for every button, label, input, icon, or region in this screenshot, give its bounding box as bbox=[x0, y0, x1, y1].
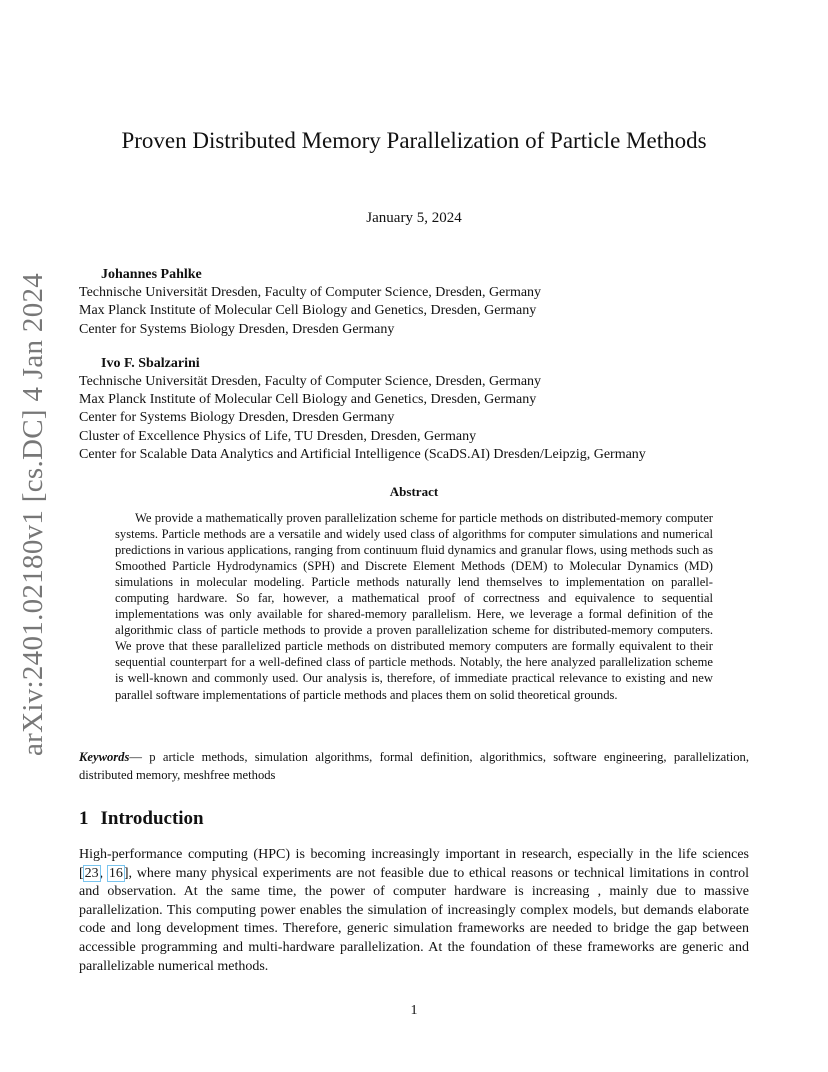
citation-separator: , bbox=[99, 865, 108, 881]
citation-link[interactable]: 16 bbox=[108, 865, 123, 881]
abstract-text: We provide a mathematically proven parallelization scheme for particle methods on distributed-memory computer systems. Particle methods are a versatile and widely used class of algorithms for computer simulations and numerical predictions in various applications, ranging from continuum fluid dynamics and granular flows, using methods such as Smoothed Particle Hydrodynamics (SPH) and Discrete Element Methods (DEM) to Molecular Dynamics (MD) simulations in molecular modeling. Particle methods naturally lend themselves to implementation on parallel-computing hardware. So far, however, a mathematical proof of correctness and equivalence to sequential implementations was only available for shared-memory parallelism. Here, we leverage a formal definition of the algorithmic class of particle methods to provide a proven parallelization scheme for distributed-memory computers. We prove that these parallelized particle methods on distributed memory computers are formally equivalent to their sequential counterpart for a well-defined class of particle methods. Notably, the here analyzed parallelization scheme is well-known and commonly used. Our analysis is, therefore, of immediate practical relevance to existing and new parallel software implementations of particle methods and places them on solid theoretical grounds. bbox=[115, 511, 713, 702]
section-heading bbox=[79, 808, 204, 830]
author-affiliation: Center for Systems Biology Dresden, Dresden Germany bbox=[79, 410, 395, 426]
intro-text: High-performance computing (HPC) is becoming increasingly important in research, especially in the life sciences [ bbox=[79, 847, 749, 881]
author-name: Ivo F. Sbalzarini bbox=[101, 355, 200, 371]
intro-paragraph bbox=[79, 846, 749, 976]
author-affiliation: Technische Universität Dresden, Faculty of Computer Science, Dresden, Germany bbox=[79, 374, 542, 390]
paper-title: Proven Distributed Memory Parallelization of Particle Methods bbox=[121, 128, 707, 153]
abstract-heading: Abstract bbox=[389, 484, 439, 499]
author-affiliation: Cluster of Excellence Physics of Life, TU Dresden, Dresden, Germany bbox=[79, 428, 477, 444]
author-affiliation: Center for Systems Biology Dresden, Dresden Germany bbox=[79, 321, 395, 337]
author-affiliation: Technische Universität Dresden, Faculty of Computer Science, Dresden, Germany bbox=[79, 285, 542, 301]
paper-date: January 5, 2024 bbox=[366, 210, 462, 226]
keywords-text: p article methods, simulation algorithms, formal definition, algorithmics, software engineering, parallelization, distributed memory, meshfree methods bbox=[79, 750, 750, 782]
citation-link[interactable]: 23 bbox=[84, 865, 99, 881]
section-title: Introduction bbox=[100, 808, 204, 829]
keywords-dash: — bbox=[129, 750, 150, 764]
author-name: Johannes Pahlke bbox=[101, 267, 202, 282]
author-affiliation: Max Planck Institute of Molecular Cell Biology and Genetics, Dresden, Germany bbox=[79, 392, 537, 408]
author-block bbox=[79, 355, 769, 464]
arxiv-identifier-stamp: arXiv:2401.02180v1 [cs.DC] 4 Jan 2024 bbox=[17, 272, 49, 756]
intro-text: ], where many physical experiments are not feasible due to ethical reasons or technical limitations in control and observation. At the same time, the power of computer hardware is increasing , mainly due to massive parallelization. This computing power enables the simulation of increasingly complex models, but demands elaborate code and long development times. Therefore, generic simulation frameworks are needed to bridge the gap between accessible programming and multi-hardware parallelization. At the foundation of these frameworks are generic and parallelizable numerical methods. bbox=[79, 865, 750, 974]
author-list bbox=[79, 266, 769, 480]
keywords-paragraph bbox=[79, 749, 749, 784]
section-number: 1 bbox=[79, 808, 89, 829]
author-affiliation: Center for Scalable Data Analytics and Artificial Intelligence (ScaDS.AI) Dresden/Leipzig, Germany bbox=[79, 446, 646, 462]
keywords-label: Keywords bbox=[79, 750, 130, 764]
author-block bbox=[79, 266, 769, 339]
page-number: 1 bbox=[410, 1003, 418, 1018]
author-affiliation: Max Planck Institute of Molecular Cell Biology and Genetics, Dresden, Germany bbox=[79, 303, 537, 319]
